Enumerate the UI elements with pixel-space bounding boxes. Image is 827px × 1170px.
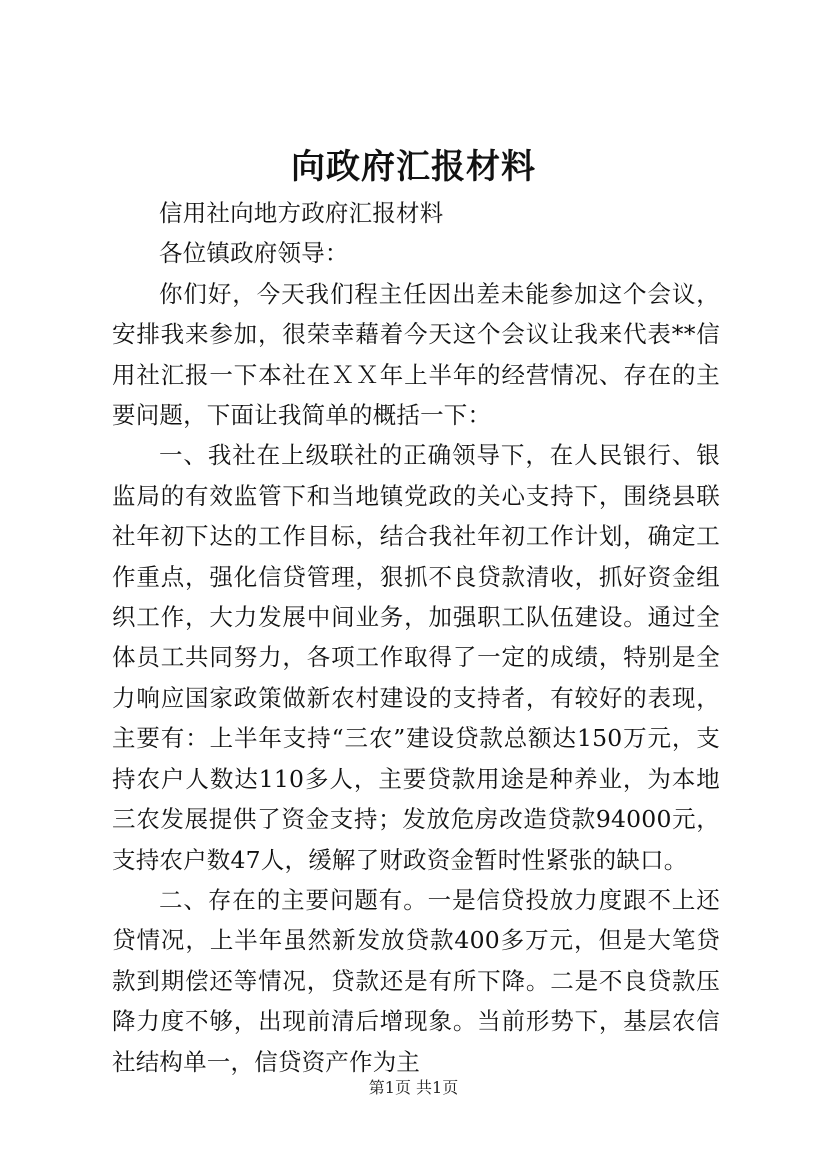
- paragraph-intro: 你们好，今天我们程主任因出差未能参加这个会议，安排我来参加，很荣幸藉着今天这个会议让我来代表**信用社汇报一下本社在ＸＸ年上半年的经营情况、存在的主要问题，下面让我简单的概括一下：: [112, 279, 720, 430]
- page-title: 向政府汇报材料: [291, 147, 536, 187]
- salutation-line: 各位镇政府领导：: [159, 239, 349, 268]
- subtitle-line: 信用社向地方政府汇报材料: [159, 199, 444, 227]
- page-footer: 第1页 共1页: [368, 1078, 459, 1097]
- paragraph-achievements: 一、我社在上级联社的正确领导下，在人民银行、银监局的有效监管下和当地镇党政的关心支持下，围绕县联社年初下达的工作目标，结合我社年初工作计划，确定工作重点，强化信贷管理，狠抓不良贷款清收，抓好资金组织工作，大力发展中间业务，加强职工队伍建设。通过全体员工共同努力，各项工作取得了一定的成绩，特别是全力响应国家政策做新农村建设的支持者，有较好的表现， 主要有：上半年支持“三农”建设贷款总额达150万元，支持农户人数达110多人，主要贷款用途是种养业，为本地三农发展提供了资金支持；发放危房改造贷款94000元，支持农户数47人，缓解了财政资金暂时性紧张的缺口。: [112, 441, 720, 874]
- paragraph-problems: 二、存在的主要问题有。一是信贷投放力度跟不上还贷情况，上半年虽然新发放贷款400多万元，但是大笔贷款到期偿还等情况，贷款还是有所下降。二是不良贷款压降力度不够，出现前清后增现象。当前形势下，基层农信社结构单一，信贷资产作为主: [112, 885, 720, 1076]
- document-body: [112, 193, 720, 1082]
